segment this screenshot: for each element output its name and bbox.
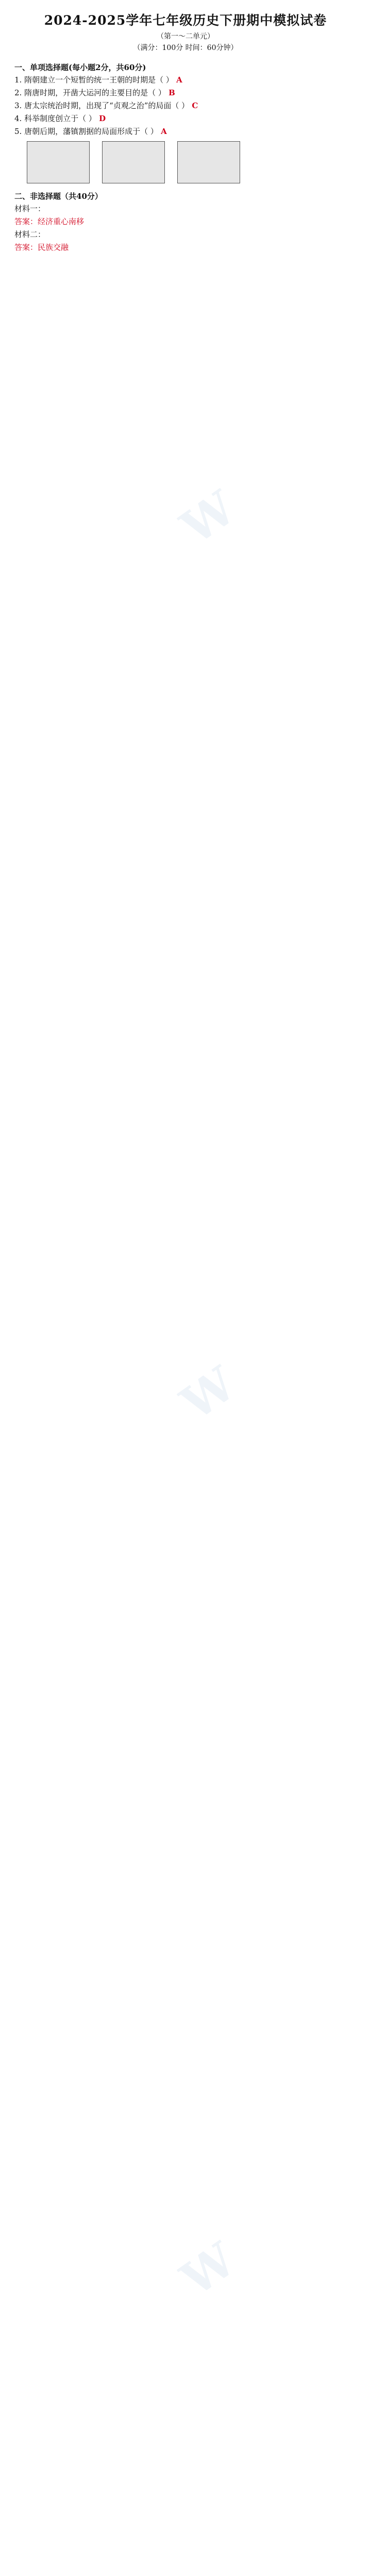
section-1-title: 一、单项选择题(每小题2分，共60分) xyxy=(14,63,146,72)
figure-image xyxy=(27,141,90,183)
question-item xyxy=(14,100,357,111)
question-text: 1. 隋朝建立一个短暂的统一王朝的时期是（ ） xyxy=(14,75,174,84)
figure xyxy=(27,141,90,185)
exam-title: 2024-2025学年七年级历史下册期中模拟试卷 xyxy=(44,13,327,28)
material-2-label: 材料二： xyxy=(14,230,46,239)
figure-row xyxy=(27,141,357,185)
exam-content xyxy=(14,57,357,255)
question-text: 3. 唐太宗统治时期，出现了“贞观之治”的局面（ ） xyxy=(14,101,190,110)
material-1-label: 材料一： xyxy=(14,204,46,213)
answer-text: A xyxy=(173,75,182,84)
question-text: 4. 科举制度创立于（ ） xyxy=(14,114,96,123)
answer-text: D xyxy=(96,114,106,123)
answer-2: 答案：民族交融 xyxy=(14,243,69,252)
figure-image xyxy=(102,141,165,183)
figure-image xyxy=(177,141,240,183)
answer-1: 答案：经济重心南移 xyxy=(14,217,85,226)
question-list xyxy=(14,75,357,137)
answer-text: B xyxy=(165,88,175,97)
figure xyxy=(177,141,240,185)
question-item xyxy=(14,126,357,137)
exam-subtitle-1: （第一～二单元） xyxy=(157,32,214,41)
question-item xyxy=(14,113,357,124)
watermark: W xyxy=(171,480,246,555)
figure xyxy=(102,141,165,185)
watermark: W xyxy=(171,1356,246,1431)
question-text: 2. 隋唐时期，开凿大运河的主要目的是（ ） xyxy=(14,88,166,97)
section-2-title: 二、非选择题（共40分） xyxy=(14,192,103,201)
watermark: W xyxy=(171,2232,246,2307)
exam-subtitle-2: （满分：100分 时间：60分钟） xyxy=(133,44,238,52)
answer-text: C xyxy=(189,101,198,110)
question-text: 5. 唐朝后期，藩镇割据的局面形成于（ ） xyxy=(14,127,158,136)
question-item xyxy=(14,75,357,86)
question-item xyxy=(14,88,357,98)
answer-text: A xyxy=(158,127,167,136)
